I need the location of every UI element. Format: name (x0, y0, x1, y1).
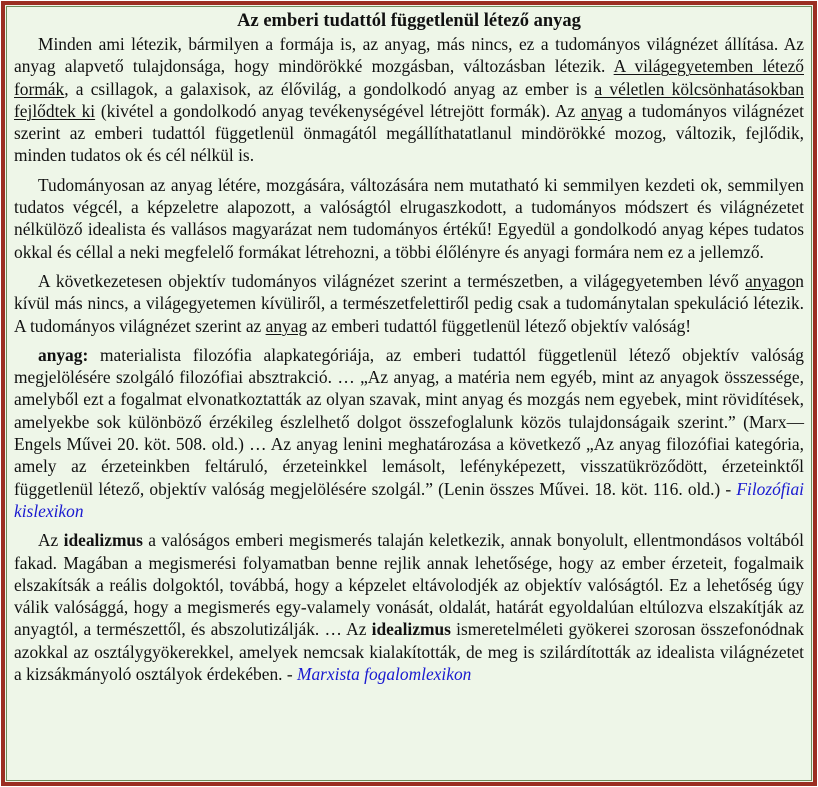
document-frame (1, 1, 817, 786)
source-link-marxista-fogalomlexikon[interactable]: Marxista fogalomlexikon (296, 664, 472, 685)
paragraph-5-text-c: ismeretelméleti gyökerei szorosan összefonódnak azokkal az osztálygyökerekkel, amelyek nemcsak kialakították, de meg is szilárdították az idealista világnézetet a kizsákmányoló osztályok érdekében. - (14, 619, 804, 685)
paragraph-1 (14, 33, 804, 167)
source-link-filozofiai-kislexikon[interactable]: Filozófiai kislexikon (14, 478, 804, 521)
paragraph-1-text-b: , a csillagok, a galaxisok, az élővilág, a gondolkodó anyag az ember is (64, 78, 595, 99)
paragraph-5-text-a: Az (38, 530, 64, 551)
paragraph-3-text-c: az emberi tudattól függetlenül létező objektív valóság! (307, 315, 692, 336)
paragraph-5-text-b: a valóságos emberi megismerés talaján keletkezik, annak bonyolult, ellentmondásos voltából fakad. Magában a megismerési folyamatban benne rejlik annak lehetősége, hogy az ember érzeteit, fogalmaik elszakítsák a reális dolgoktól, továbbá, hogy a képzelet eltávolodjék az objektív valóságtól. Ez a lehetőség úgy válik valósággá, hogy a megismerés egy-valamely vonását, oldalát, határát egyoldalúan eltúlozva elszakítják az anyagtól, a természettől, és abszolutizálják. … Az (14, 530, 804, 640)
paragraph-1-text-d: a tudományos világnézet szerint az emberi tudattól függetlenül önmagától megállíthatatlanul mindörökké mozog, változik, fejlődik, minden tudatos ok és cél nélkül is. (14, 100, 804, 166)
paragraph-1-text-c: (kivétel a gondolkodó anyag tevékenységével létrejött formák). Az (95, 100, 581, 121)
paragraph-5 (14, 529, 804, 685)
definition-text: materialista filozófia alapkategóriája, az emberi tudattól függetlenül létező objektív valóság megjelölésére szolgáló filozófiai absztrakció. … „Az anyag, a matéria nem egyéb, mint az anyagok összessége, amelyből ezt a fogalmat elvonatkoztatták az olyan szavak, mint anyag és mozgás nem egyebek, mint rövidítések, amelyekbe sok különböző érzékileg észlelhető dolgot összefoglalunk közös tulajdonságaik szerint.” (Marx—Engels Művei 20. köt. 508. old.) … Az anyag lenini meghatározása a következő „Az anyag filozófiai kategória, amely az érzeteinkben feltáruló, érzeteinkkel lemásolt, lefényképezett, visszatükröződött, érzeteinktől függetlenül létező, objektív valóság megjelölésére szolgál.” (Lenin összes Művei. 18. köt. 116. old.) - (14, 344, 804, 499)
bold-term-idealism-1: idealizmus (63, 530, 143, 551)
paragraph-3-text-a: A következetesen objektív tudományos világnézet szerint a természetben, a világegyetemben lévő (38, 270, 746, 291)
paragraph-3-text-b: n kívül más nincs, a világegyetemen kívüliről, a természetfelettiről pedig csak a tudománytalan spekuláció létezik. A tudományos világnézet szerint az (14, 270, 804, 336)
underlined-phrase-random-interactions: a véletlen kölcsönhatásokban fejlődtek ki (14, 78, 804, 121)
underlined-phrase-world-forms: A világegyetemben létező formák (14, 56, 804, 99)
bold-term-idealism-2: idealizmus (371, 619, 451, 640)
paragraph-2: Tudományosan az anyag létére, mozgására, változására nem mutatható ki semmilyen kezdeti ok, semmilyen tudatos végcél, a képzeletre alapozott, a valóságtól elrugaszkodott, a tudományos módszert és világnézetet nélkülöző idealista és vallásos magyarázat nem tudományos értékű! Egyedül a gondolkodó anyag képes tudatos okkal és céllal a neki megfelelő formákat létrehozni, a többi élőlényre és anyagi formára nem ez a jellemző. (14, 174, 804, 262)
underlined-word-matter-1: anyago (745, 270, 796, 291)
definition-term: anyag: (38, 344, 89, 365)
underlined-word-matter: anyag (581, 100, 623, 121)
underlined-word-matter-2: anyag (265, 315, 308, 336)
inner-border (6, 6, 812, 781)
paragraph-1-text-a: Minden ami létezik, bármilyen a formája is, az anyag, más nincs, ez a tudományos világnézet állítása. Az anyag alapvető tulajdonsága, hogy mindörökké mozgásban, változásban létezik. (14, 34, 804, 77)
page-title: Az emberi tudattól függetlenül létező anyag (237, 11, 581, 31)
paragraph-4-definition (14, 344, 804, 522)
document-body (14, 9, 804, 692)
paragraph-3 (14, 270, 804, 337)
